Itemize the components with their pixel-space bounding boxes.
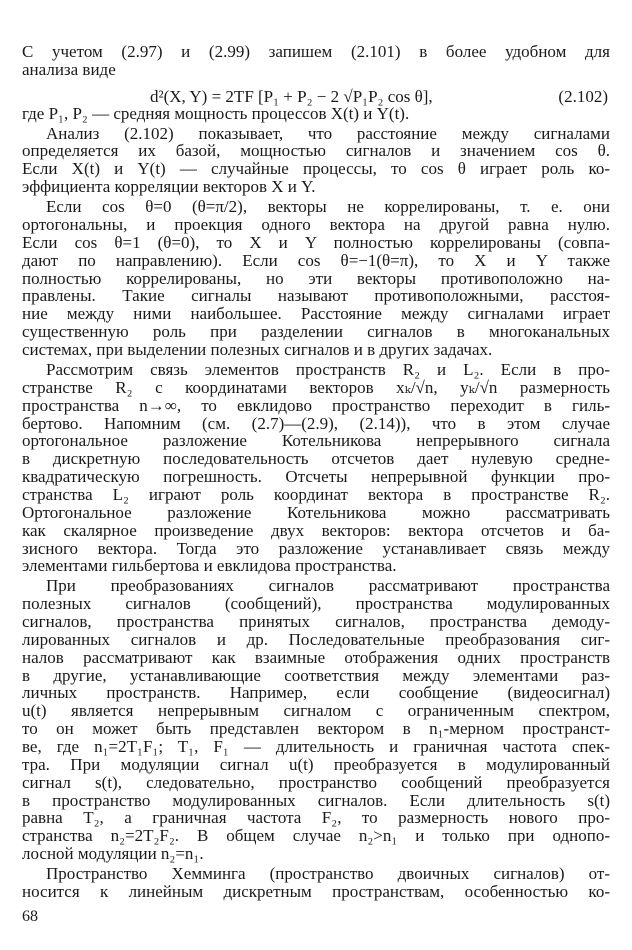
text-line: Пространство Хемминга (пространство двоичных сигналов) от- <box>46 864 610 883</box>
text-line: С учетом (2.97) и (2.99) запишем (2.101) в более удобном для <box>22 42 610 61</box>
text-line: Ортогональное разложение Котельникова можно рассматривать <box>22 503 610 522</box>
text-line: системах, при выделении полезных сигналов и в других задачах. <box>22 340 493 359</box>
text-line: равна T₂, а граничная частота F₂, то размерность нового про- <box>22 808 610 827</box>
text-line: эффициента корреляции векторов X и Y. <box>22 177 316 196</box>
text-line: Если cos θ=0 (θ=π/2), векторы не коррелированы, т. е. они <box>46 197 610 216</box>
text-line: правлены. Такие сигналы называют противоположными, расстоя- <box>22 286 610 305</box>
text-line: Рассмотрим связь элементов пространств R₂ и L₂. Если в про- <box>46 360 610 379</box>
text-line: дают по направлению). Если cos θ=−1(θ=π), то X и Y также <box>22 251 610 270</box>
text-line: лированных сигналов и др. Последовательные преобразования сиг- <box>22 630 610 649</box>
text-line: пространства n→∞, то евклидово пространство переходит в гиль- <box>22 396 610 415</box>
text-line: личных пространств. Например, если сообщение (видеосигнал) <box>22 683 610 702</box>
text-line: u(t) является непрерывным сигналом с ограниченным спектром, <box>22 701 610 720</box>
text-line: налов рассматривают как взаимные отображения одних пространств <box>22 648 610 667</box>
text-line: странства L₂ играют роль координат вектора в пространстве R₂. <box>22 485 610 504</box>
text-line: то он может быть представлен вектором в n₁-мерном пространст- <box>22 719 610 738</box>
text-line: где P₁, P₂ — средняя мощность процессов X(t) и Y(t). <box>22 104 410 123</box>
text-line: в пространство модулированных сигналов. Если длительность s(t) <box>22 791 610 810</box>
text-line: квадратическую погрешность. Отсчеты непрерывной функции про- <box>22 467 610 486</box>
text-line: полностью коррелированы, но эти векторы противоположно на- <box>22 269 610 288</box>
text-line: в другие, устанавливающие соответствия между элементами раз- <box>22 666 610 685</box>
text-line: Если cos θ=1 (θ=0), то X и Y полностью коррелированы (совпа- <box>22 233 610 252</box>
text-line: ве, где n₁=2T₁F₁; T₁, F₁ — длительность и граничная частота спек- <box>22 737 610 756</box>
text-line: ортогональны, и проекция одного вектора на другой равна нулю. <box>22 215 610 234</box>
text-line: носится к линейным дискретным пространствам, особенностью ко- <box>22 882 610 901</box>
text-line: ние между ними наибольшее. Расстояние между сигналами играет <box>22 304 610 323</box>
text-line: сигнал s(t), следовательно, пространство сообщений преобразуется <box>22 773 610 792</box>
text-line: существенную роль при разделении сигналов в многоканальных <box>22 322 610 341</box>
page-number: 68 <box>22 908 38 925</box>
text-line: тра. При модуляции сигнал u(t) преобразуется в модулированный <box>22 755 610 774</box>
text-line: элементами гильбертова и евклидова пространства. <box>22 556 397 575</box>
equation-number: (2.102) <box>558 87 608 106</box>
text-line: ортогональное разложение Котельникова непрерывного сигнала <box>22 431 610 450</box>
text-line: анализа виде <box>22 60 116 79</box>
text-line: как скалярное произведение двух векторов: вектора отсчетов и ба- <box>22 521 610 540</box>
text-line: сигналов, пространства принятых сигналов, пространства демоду- <box>22 612 610 631</box>
text-line: в дискретную последовательность отсчетов дает нулевую средне- <box>22 449 610 468</box>
text-line: Если X(t) и Y(t) — случайные процессы, то cos θ играет роль ко- <box>22 159 610 178</box>
text-line: бертово. Напомним (см. (2.7)—(2.9), (2.14)), что в этом случае <box>22 414 610 433</box>
text-line: При преобразованиях сигналов рассматривают пространства <box>46 576 610 595</box>
text-line: полезных сигналов (сообщений), пространства модулированных <box>22 594 610 613</box>
text-line: странстве R₂ с координатами векторов xₖ/√n, yₖ/√n размерность <box>22 378 610 397</box>
text-line: странства n₂=2T₂F₂. В общем случае n₂>n₁ и только при однопо- <box>22 826 610 845</box>
equation-2-102: d²(X, Y) = 2TF [P₁ + P₂ − 2 √P₁P₂ cos θ], <box>150 87 433 106</box>
text-line: Анализ (2.102) показывает, что расстояние между сигналами <box>46 124 610 143</box>
text-line: зисного вектора. Тогда это разложение устанавливает связь между <box>22 539 610 558</box>
text-line: определяется их базой, мощностью сигналов и значением cos θ. <box>22 141 610 160</box>
text-line: лосной модуляции n₂=n₁. <box>22 844 204 863</box>
